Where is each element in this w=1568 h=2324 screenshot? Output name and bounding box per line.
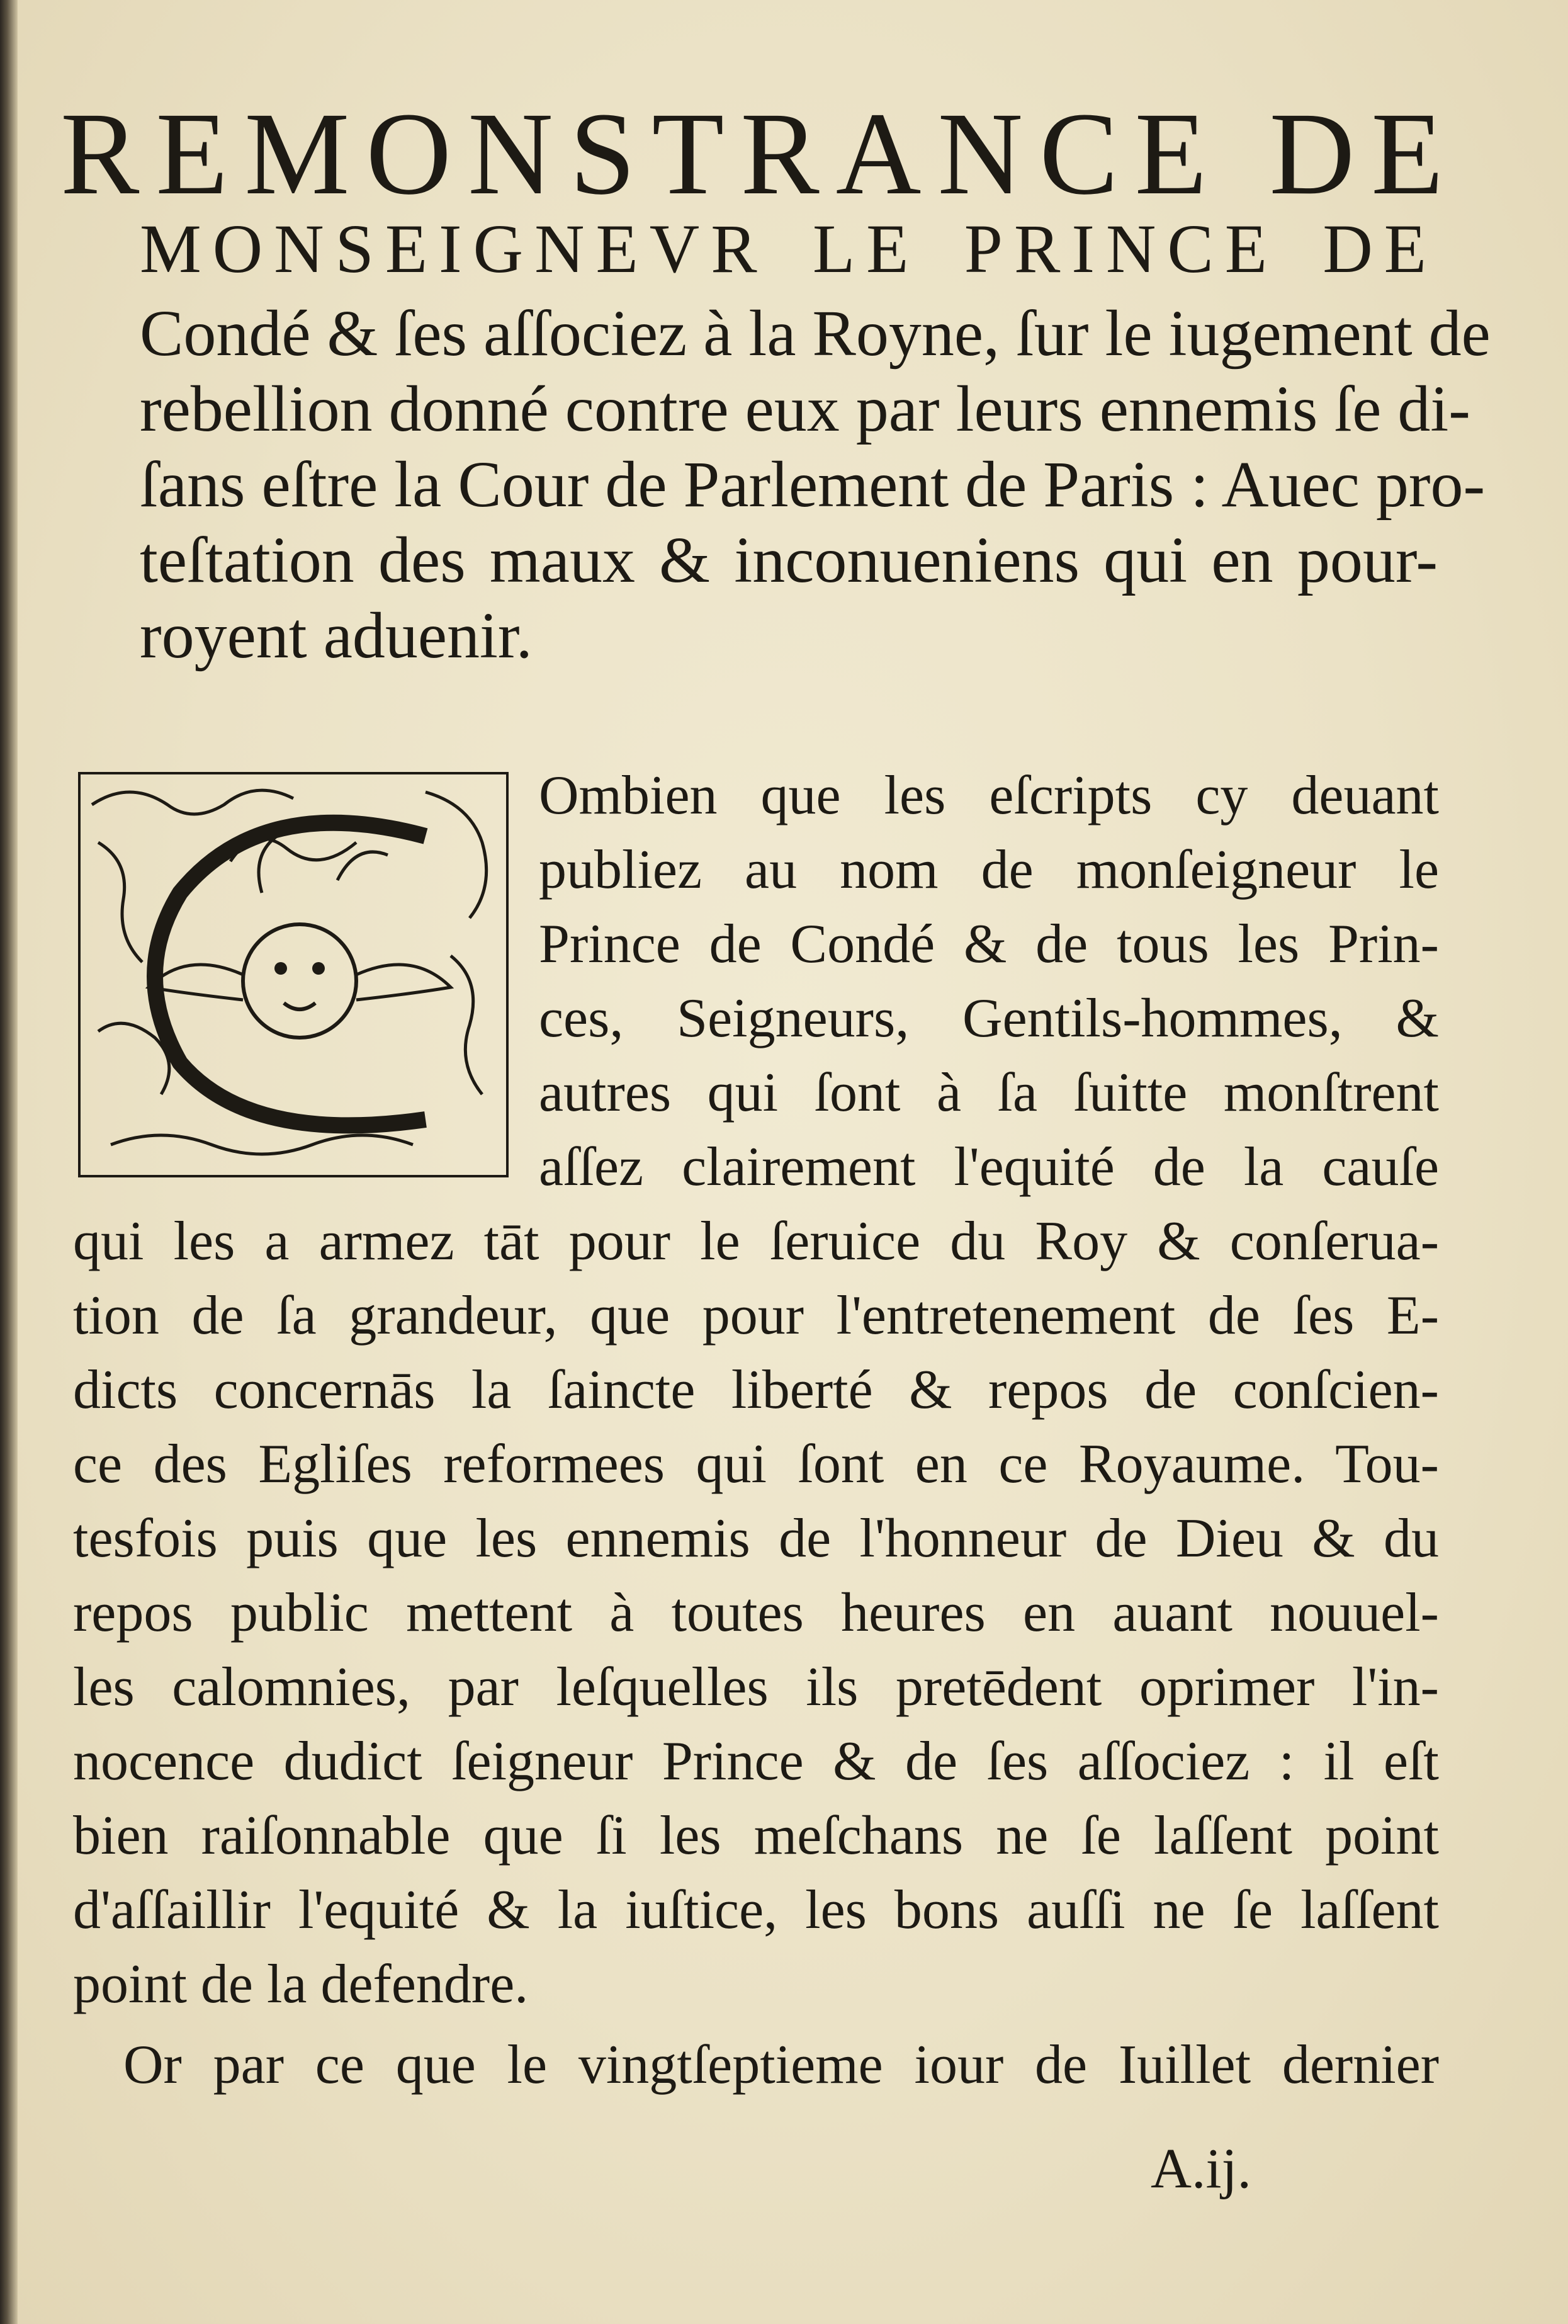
title-line-2: Condé & ſes aſſociez à la Royne, ſur le iugement de — [140, 297, 1491, 370]
body-line-indent-6: aſſez clairement l'equité de la cauſe — [539, 1136, 1439, 1198]
body-line-6: repos public mettent à toutes heures en auant nouuel- — [73, 1582, 1439, 1643]
body-line-indent-4: ces, Seigneurs, Gentils-hommes, & — [539, 988, 1439, 1049]
binding-edge — [0, 0, 18, 2324]
body-line-8: nocence dudict ſeigneur Prince & de ſes aſſociez : il eſt — [73, 1731, 1439, 1792]
body-line-indent-1: Ombien que les eſcripts cy deuant — [539, 765, 1439, 826]
ornamental-drop-cap-image — [73, 767, 514, 1182]
drop-cap-letter: C — [293, 1119, 294, 1120]
body-line-2: tion de ſa grandeur, que pour l'entretenement de ſes E- — [73, 1285, 1439, 1346]
body-line-4: ce des Egliſes reformees qui ſont en ce Royaume. Tou- — [73, 1434, 1439, 1495]
next-paragraph-line: Or par ce que le vingtſeptieme iour de Iuillet dernier — [123, 2034, 1439, 2095]
title-line-6: royent aduenir. — [140, 599, 533, 672]
title-line-4: ſans eſtre la Cour de Parlement de Paris : Auec pro- — [140, 448, 1486, 521]
signature-mark: A.ij. — [1151, 2138, 1252, 2200]
body-line-7: les calomnies, par leſquelles ils pretēdent oprimer l'in- — [73, 1657, 1439, 1718]
body-line-indent-2: publiez au nom de monſeigneur le — [539, 839, 1439, 900]
body-line-indent-3: Prince de Condé & de tous les Prin- — [539, 914, 1439, 975]
body-line-3: dicts concernās la ſaincte liberté & repos de conſcien- — [73, 1359, 1439, 1420]
body-line-indent-5: autres qui ſont à ſa ſuitte monſtrent — [539, 1062, 1439, 1123]
title-line-3: rebellion donné contre eux par leurs ennemis ſe di- — [140, 373, 1470, 445]
body-line-10: d'aſſaillir l'equité & la iuſtice, les bons auſſi ne ſe laſſent — [73, 1879, 1439, 1941]
body-line-11: point de la defendre. — [73, 1954, 529, 2015]
title-main: REMONSTRANCE DE — [60, 88, 1460, 219]
title-line-1: MONSEIGNEVR LE PRINCE DE — [140, 210, 1438, 287]
title-line-5: teſtation des maux & inconueniens qui en pour- — [140, 524, 1438, 596]
body-line-9: bien raiſonnable que ſi les meſchans ne ſe laſſent point — [73, 1805, 1439, 1866]
body-line-1: qui les a armez tāt pour le ſeruice du Roy & conſerua- — [73, 1211, 1439, 1272]
body-line-5: tesfois puis que les ennemis de l'honneur de Dieu & du — [73, 1508, 1439, 1569]
